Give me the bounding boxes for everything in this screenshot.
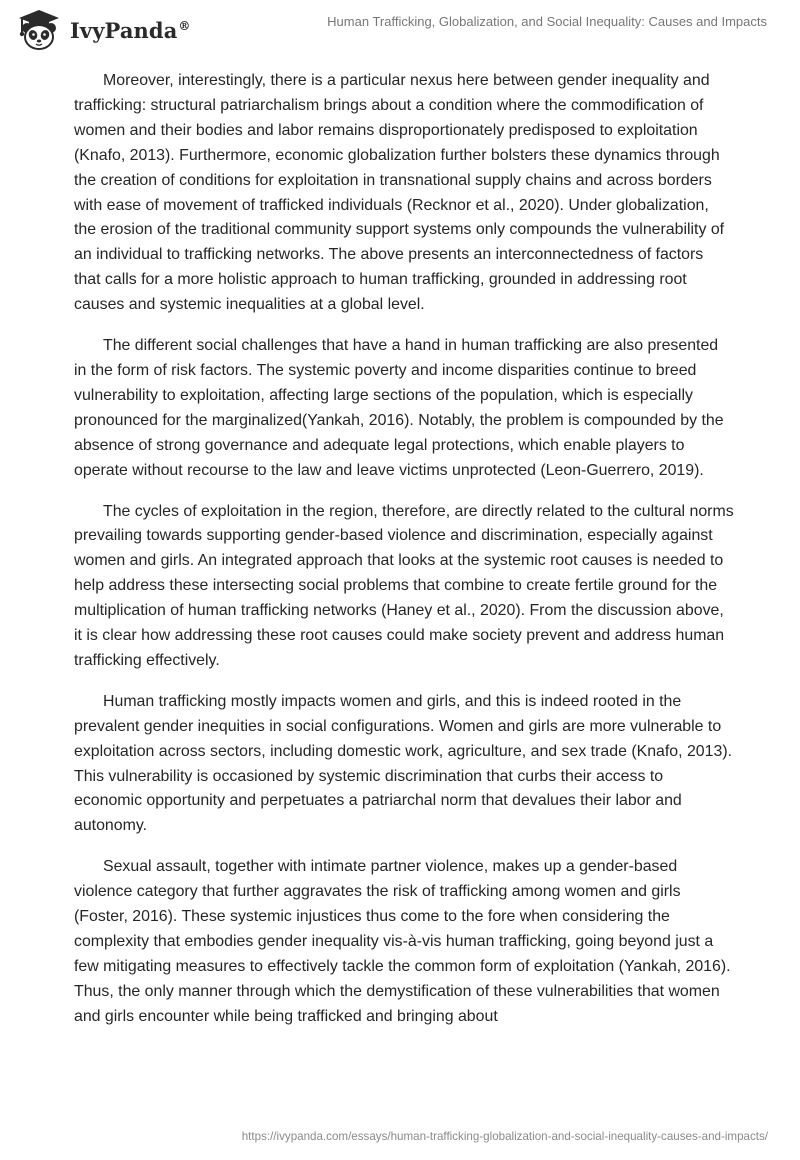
panda-graduate-icon <box>14 8 64 52</box>
paragraph: Sexual assault, together with intimate partner violence, makes up a gender-based violence category that further aggravates the risk of trafficking among women and girls (Foster, 2016). These systemic injustices thus come to the fore when considering the complexity that embodies gender inequality vis-à-vis human trafficking, going beyond just a few mitigating measures to effectively tackle the common form of exploitation (Yankah, 2016). Thus, the only manner through which the demystification of these vulnerabilities that women and girls encounter while being trafficked and bringing about <box>74 858 731 1025</box>
source-url[interactable]: https://ivypanda.com/essays/human-trafficking-globalization-and-social-inequality-causes-and-impacts/ <box>241 1130 768 1143</box>
paragraph: The cycles of exploitation in the region, therefore, are directly related to the cultural norms prevailing towards supporting gender-based violence and discrimination, especially against women and girls. An integrated approach that looks at the systemic root causes is needed to help address these intersecting social problems that combine to create fertile ground for the multiplication of human trafficking networks (Haney et al., 2020). From the discussion above, it is clear how addressing these root causes could make society prevent and address human trafficking effectively. <box>74 502 734 669</box>
ivypanda-logo[interactable] <box>14 7 234 53</box>
essay-body <box>74 69 734 1046</box>
brand-name: IvyPanda® <box>70 17 191 43</box>
paragraph: Moreover, interestingly, there is a particular nexus here between gender inequality and trafficking: structural patriarchalism brings about a condition where the commodification of women and their bodies and labor remains disproportionately predisposed to exploitation (Knafo, 2013). Furthermore, economic globalization further bolsters these dynamics through the creation of conditions for exploitation in transnational supply chains and across borders with ease of movement of trafficked individuals (Recknor et al., 2020). Under globalization, the erosion of the traditional community support systems only compounds the vulnerability of an individual to trafficking networks. The above presents an interconnectedness of factors that calls for a more holistic approach to human trafficking, grounded in addressing root causes and systemic inequalities at a global level. <box>74 72 725 314</box>
page-header <box>0 0 800 60</box>
document-title: Human Trafficking, Globalization, and Social Inequality: Causes and Impacts <box>327 14 767 29</box>
paragraph: The different social challenges that have a hand in human trafficking are also presented in the form of risk factors. The systemic poverty and income disparities continue to breed vulnerability to exploitation, affecting large sections of the population, which is especially pronounced for the marginalized(Yankah, 2016). Notably, the problem is compounded by the absence of strong governance and adequate legal protections, which enable players to operate without recourse to the law and leave victims unprotected (Leon-Guerrero, 2019). <box>74 337 724 479</box>
paragraph: Human trafficking mostly impacts women and girls, and this is indeed rooted in the prevalent gender inequities in social configurations. Women and girls are more vulnerable to exploitation across sectors, including domestic work, agriculture, and sex trade (Knafo, 2013). This vulnerability is occasioned by systemic discrimination that curbs their access to economic opportunity and perpetuates a patriarchal norm that devalues their labor and autonomy. <box>74 692 733 835</box>
